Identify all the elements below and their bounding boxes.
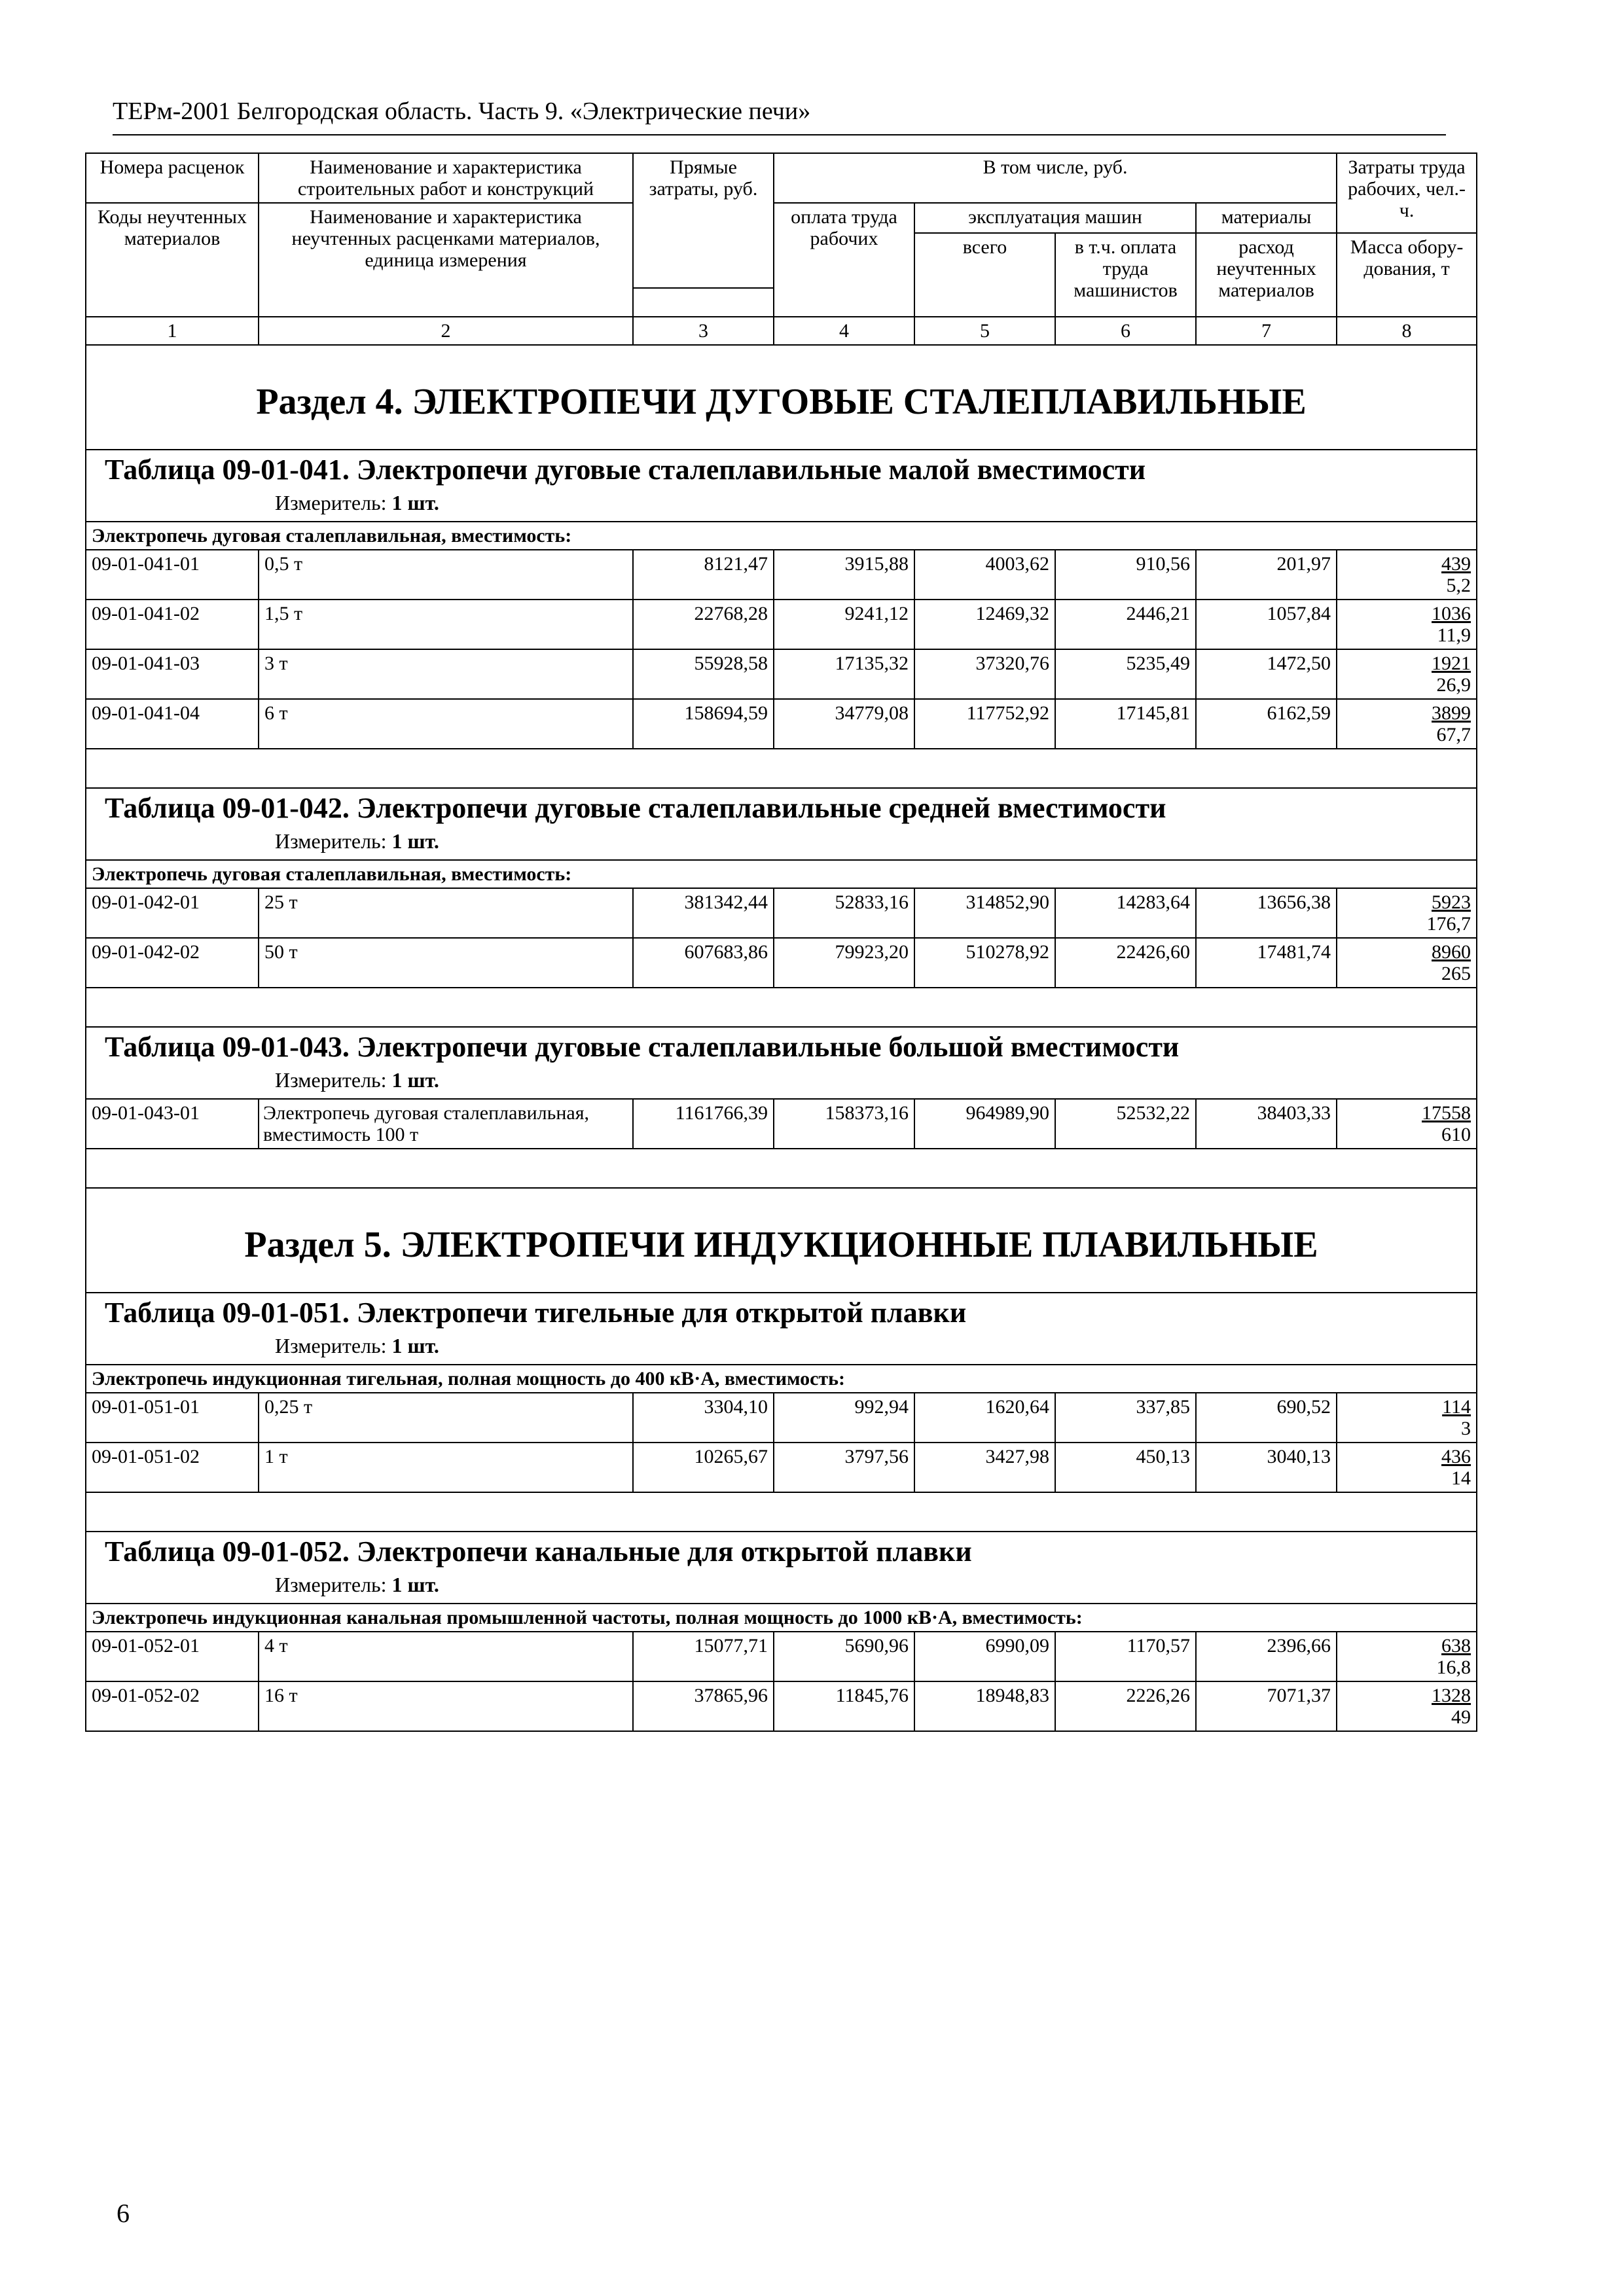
column-number: 4 (774, 317, 914, 345)
machine-cost: 964989,90 (914, 1099, 1055, 1149)
group-row (86, 1365, 1477, 1393)
work-name: 3 т (259, 649, 633, 699)
rate-code: 09-01-041-03 (86, 649, 259, 699)
direct-cost: 22768,28 (633, 600, 774, 649)
machinist-cost: 2446,21 (1055, 600, 1196, 649)
material-cost: 17481,74 (1196, 938, 1337, 988)
materials-header: материалы (1196, 203, 1337, 233)
column-number: 5 (914, 317, 1055, 345)
meter-label: Измеритель: (275, 1068, 387, 1092)
group-row (86, 522, 1477, 550)
material-cost: 13656,38 (1196, 888, 1337, 938)
labor-mass-cell (1337, 1632, 1477, 1681)
col2-header-top: Наименование и характеристика строительных работ и конструкций (259, 153, 633, 203)
machinist-cost: 14283,64 (1055, 888, 1196, 938)
col4-header: оплата труда рабочих (774, 203, 914, 317)
equipment-mass: 3 (1461, 1418, 1471, 1439)
labor-mass-cell (1337, 550, 1477, 600)
labor-mass-cell (1337, 1393, 1477, 1443)
labor-cost: 34779,08 (774, 699, 914, 749)
labor-cost: 52833,16 (774, 888, 914, 938)
table-title: Таблица 09-01-052. Электропечи канальные для открытой плавки (105, 1535, 972, 1568)
equipment-mass: 11,9 (1437, 624, 1471, 646)
col1-header-bottom: Коды неучтенных материалов (86, 203, 259, 317)
machine-cost: 4003,62 (914, 550, 1055, 600)
machine-cost: 1620,64 (914, 1393, 1055, 1443)
material-cost: 1472,50 (1196, 649, 1337, 699)
direct-cost: 158694,59 (633, 699, 774, 749)
labor-cost: 3915,88 (774, 550, 914, 600)
table-row (86, 888, 1477, 938)
table-row (86, 600, 1477, 649)
meter-value: 1 шт. (391, 1334, 439, 1357)
page-number: 6 (117, 2198, 130, 2228)
material-cost: 7071,37 (1196, 1681, 1337, 1731)
col1-header-top: Номера расценок (86, 153, 259, 203)
table-title-row (86, 1532, 1477, 1604)
equipment-mass: 16,8 (1436, 1657, 1471, 1678)
table-row (86, 1681, 1477, 1731)
group-row (86, 1604, 1477, 1632)
group-label: Электропечь индукционная канальная промышленной частоты, полная мощность до 1000 кВ·А, вместимость: (86, 1604, 1477, 1632)
table-title-row (86, 450, 1477, 522)
table-title-row (86, 1293, 1477, 1365)
table-row (86, 699, 1477, 749)
machinist-cost: 52532,22 (1055, 1099, 1196, 1149)
labor-hours: 5923 (1432, 891, 1471, 913)
meter-value: 1 шт. (391, 1573, 439, 1596)
direct-cost: 37865,96 (633, 1681, 774, 1731)
direct-cost: 381342,44 (633, 888, 774, 938)
machinist-cost: 17145,81 (1055, 699, 1196, 749)
rate-code: 09-01-043-01 (86, 1099, 259, 1149)
col5-header: всего (914, 233, 1055, 317)
column-numbers-row (86, 317, 1477, 345)
equipment-mass: 610 (1441, 1124, 1471, 1145)
meter-label: Измеритель: (275, 491, 387, 514)
column-number: 1 (86, 317, 259, 345)
labor-mass-cell (1337, 938, 1477, 988)
labor-mass-cell (1337, 600, 1477, 649)
rate-code: 09-01-042-01 (86, 888, 259, 938)
labor-hours: 439 (1441, 553, 1471, 575)
direct-cost: 55928,58 (633, 649, 774, 699)
labor-hours: 1328 (1432, 1685, 1471, 1706)
labor-cost: 992,94 (774, 1393, 914, 1443)
work-name: 1,5 т (259, 600, 633, 649)
machinist-cost: 22426,60 (1055, 938, 1196, 988)
col8-header-top: Затраты труда рабочих, чел.-ч. (1337, 153, 1477, 233)
machinist-cost: 337,85 (1055, 1393, 1196, 1443)
direct-cost: 3304,10 (633, 1393, 774, 1443)
material-cost: 1057,84 (1196, 600, 1337, 649)
table-title-row (86, 1027, 1477, 1099)
meter-value: 1 шт. (391, 1068, 439, 1092)
machine-cost: 314852,90 (914, 888, 1055, 938)
machine-cost: 117752,92 (914, 699, 1055, 749)
equipment-mass: 14 (1451, 1467, 1471, 1489)
table-title: Таблица 09-01-042. Электропечи дуговые сталеплавильные средней вместимости (105, 792, 1166, 824)
rate-code: 09-01-051-02 (86, 1443, 259, 1492)
section-title: Раздел 4. ЭЛЕКТРОПЕЧИ ДУГОВЫЕ СТАЛЕПЛАВИЛЬНЫЕ (256, 382, 1307, 422)
labor-cost: 5690,96 (774, 1632, 914, 1681)
material-cost: 38403,33 (1196, 1099, 1337, 1149)
rate-code: 09-01-042-02 (86, 938, 259, 988)
machinist-cost: 910,56 (1055, 550, 1196, 600)
equipment-mass: 265 (1441, 963, 1471, 984)
rate-code: 09-01-041-04 (86, 699, 259, 749)
column-number: 6 (1055, 317, 1196, 345)
meter-label: Измеритель: (275, 1573, 387, 1596)
labor-hours: 436 (1441, 1446, 1471, 1467)
labor-mass-cell (1337, 1681, 1477, 1731)
material-cost: 6162,59 (1196, 699, 1337, 749)
rate-code: 09-01-052-02 (86, 1681, 259, 1731)
machinist-cost: 2226,26 (1055, 1681, 1196, 1731)
spacer-row (86, 1149, 1477, 1188)
machine-cost: 510278,92 (914, 938, 1055, 988)
column-number: 7 (1196, 317, 1337, 345)
direct-cost: 10265,67 (633, 1443, 774, 1492)
meter-line (92, 828, 1471, 857)
meter-line (92, 1333, 1471, 1361)
rates-table (85, 152, 1477, 1732)
rate-code: 09-01-041-02 (86, 600, 259, 649)
labor-cost: 158373,16 (774, 1099, 914, 1149)
work-name: 50 т (259, 938, 633, 988)
labor-hours: 8960 (1432, 941, 1471, 963)
section-row (86, 1188, 1477, 1293)
table-title: Таблица 09-01-051. Электропечи тигельные для открытой плавки (105, 1297, 967, 1329)
material-cost: 201,97 (1196, 550, 1337, 600)
material-cost: 2396,66 (1196, 1632, 1337, 1681)
labor-cost: 3797,56 (774, 1443, 914, 1492)
meter-line (92, 490, 1471, 518)
work-name: 4 т (259, 1632, 633, 1681)
incl-header: В том числе, руб. (774, 153, 1337, 203)
labor-hours: 114 (1442, 1396, 1471, 1418)
group-row (86, 860, 1477, 888)
work-name: 0,25 т (259, 1393, 633, 1443)
col2-header-bottom: Наименование и характеристика неучтенных расценками материалов, единица измерения (259, 203, 633, 317)
header-rule (113, 134, 1446, 135)
rate-code: 09-01-051-01 (86, 1393, 259, 1443)
meter-value: 1 шт. (391, 491, 439, 514)
labor-mass-cell (1337, 1443, 1477, 1492)
machine-cost: 3427,98 (914, 1443, 1055, 1492)
machine-cost: 12469,32 (914, 600, 1055, 649)
labor-cost: 79923,20 (774, 938, 914, 988)
direct-cost: 1161766,39 (633, 1099, 774, 1149)
meter-label: Измеритель: (275, 829, 387, 853)
col7-header: расход неучтенных материалов (1196, 233, 1337, 317)
labor-hours: 17558 (1422, 1102, 1471, 1124)
table-row (86, 1443, 1477, 1492)
group-label: Электропечь индукционная тигельная, полная мощность до 400 кВ·А, вместимость: (86, 1365, 1477, 1393)
spacer-row (86, 749, 1477, 788)
labor-mass-cell (1337, 888, 1477, 938)
table-row (86, 1099, 1477, 1149)
equipment-mass: 49 (1451, 1706, 1471, 1728)
table-title-row (86, 788, 1477, 860)
table-title: Таблица 09-01-041. Электропечи дуговые сталеплавильные малой вместимости (105, 454, 1146, 486)
group-label: Электропечь дуговая сталеплавильная, вместимость: (86, 860, 1477, 888)
col8-header-bottom: Масса обору-дования, т (1337, 233, 1477, 317)
machines-header: эксплуатация машин (914, 203, 1196, 233)
rate-code: 09-01-052-01 (86, 1632, 259, 1681)
machinist-cost: 1170,57 (1055, 1632, 1196, 1681)
meter-value: 1 шт. (391, 829, 439, 853)
section-title: Раздел 5. ЭЛЕКТРОПЕЧИ ИНДУКЦИОННЫЕ ПЛАВИЛЬНЫЕ (244, 1225, 1318, 1265)
equipment-mass: 5,2 (1446, 575, 1471, 596)
equipment-mass: 176,7 (1426, 913, 1471, 935)
machinist-cost: 5235,49 (1055, 649, 1196, 699)
direct-cost: 607683,86 (633, 938, 774, 988)
group-label: Электропечь дуговая сталеплавильная, вместимость: (86, 522, 1477, 550)
machine-cost: 37320,76 (914, 649, 1055, 699)
meter-label: Измеритель: (275, 1334, 387, 1357)
meter-line (92, 1067, 1471, 1096)
machine-cost: 18948,83 (914, 1681, 1055, 1731)
col3-header: Прямые затраты, руб. (633, 153, 774, 288)
work-name: 6 т (259, 699, 633, 749)
column-number: 3 (633, 317, 774, 345)
labor-cost: 9241,12 (774, 600, 914, 649)
labor-hours: 1921 (1432, 653, 1471, 674)
spacer-row (86, 1492, 1477, 1532)
material-cost: 3040,13 (1196, 1443, 1337, 1492)
rate-code: 09-01-041-01 (86, 550, 259, 600)
work-name: 16 т (259, 1681, 633, 1731)
equipment-mass: 67,7 (1436, 724, 1471, 745)
work-name: 25 т (259, 888, 633, 938)
labor-hours: 3899 (1432, 702, 1471, 724)
table-row (86, 550, 1477, 600)
labor-hours: 638 (1441, 1635, 1471, 1657)
direct-cost: 15077,71 (633, 1632, 774, 1681)
page-header: ТЕРм-2001 Белгородская область. Часть 9. «Электрические печи» (113, 98, 811, 125)
machine-cost: 6990,09 (914, 1632, 1055, 1681)
table-row (86, 1632, 1477, 1681)
equipment-mass: 26,9 (1436, 674, 1471, 696)
table-row (86, 938, 1477, 988)
table-row (86, 649, 1477, 699)
labor-mass-cell (1337, 699, 1477, 749)
table-row (86, 1393, 1477, 1443)
labor-hours: 1036 (1432, 603, 1471, 624)
section-row (86, 345, 1477, 450)
column-number: 8 (1337, 317, 1477, 345)
labor-cost: 11845,76 (774, 1681, 914, 1731)
work-name: 1 т (259, 1443, 633, 1492)
table-title: Таблица 09-01-043. Электропечи дуговые сталеплавильные большой вместимости (105, 1031, 1180, 1063)
labor-cost: 17135,32 (774, 649, 914, 699)
work-name: Электропечь дуговая сталеплавильная, вместимость 100 т (259, 1099, 633, 1149)
meter-line (92, 1571, 1471, 1600)
column-number: 2 (259, 317, 633, 345)
col6-header: в т.ч. оплата труда машинистов (1055, 233, 1196, 317)
spacer-row (86, 988, 1477, 1027)
rates-document (85, 152, 1476, 1732)
material-cost: 690,52 (1196, 1393, 1337, 1443)
work-name: 0,5 т (259, 550, 633, 600)
labor-mass-cell (1337, 649, 1477, 699)
labor-mass-cell (1337, 1099, 1477, 1149)
direct-cost: 8121,47 (633, 550, 774, 600)
machinist-cost: 450,13 (1055, 1443, 1196, 1492)
